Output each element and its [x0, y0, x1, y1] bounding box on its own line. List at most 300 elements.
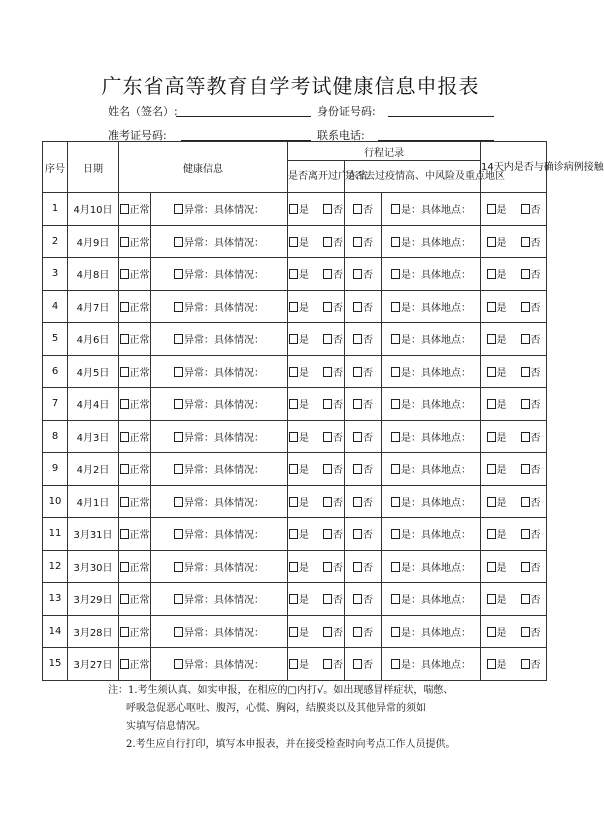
table-body — [43, 193, 547, 681]
health-abnormal-checkbox[interactable] — [174, 464, 183, 474]
risk-area-yes-checkbox[interactable] — [391, 594, 400, 604]
option-label: 是 — [496, 497, 507, 509]
left-guangdong-yes-checkbox[interactable] — [289, 529, 298, 539]
left-guangdong-no-checkbox[interactable] — [323, 497, 332, 507]
health-normal-checkbox[interactable] — [120, 627, 129, 637]
health-abnormal-cell — [151, 420, 288, 453]
option-label: 是 — [299, 660, 309, 672]
health-normal-cell — [119, 453, 151, 486]
row-seq: 14 — [43, 615, 68, 648]
row-date: 4月3日 — [68, 420, 119, 453]
option-label: 正常 — [129, 237, 150, 249]
option-label: 否 — [363, 205, 373, 217]
left-guangdong-yes-checkbox[interactable] — [289, 204, 298, 214]
contact-yes-checkbox[interactable] — [487, 464, 496, 474]
contact-no-checkbox[interactable] — [521, 367, 530, 377]
note-line-2: 呼吸急促恶心呕吐、腹泻，心慌、胸闷，结膜炎以及其他异常的须如 — [126, 703, 426, 714]
health-normal-cell — [119, 485, 151, 518]
option-label: 正常 — [129, 465, 150, 477]
option-label: 否 — [333, 497, 343, 509]
row-date: 3月28日 — [68, 615, 119, 648]
left-guangdong-yes-checkbox[interactable] — [289, 464, 298, 474]
option-label: 否 — [530, 302, 541, 314]
risk-area-yes-checkbox[interactable] — [391, 334, 400, 344]
contact-yes-checkbox[interactable] — [487, 334, 496, 344]
risk-area-no-cell — [345, 518, 382, 551]
option-label: 否 — [530, 465, 541, 477]
contact-yes-checkbox[interactable] — [487, 302, 496, 312]
health-normal-checkbox[interactable] — [120, 529, 129, 539]
risk-area-yes-checkbox[interactable] — [391, 367, 400, 377]
option-label: 正常 — [129, 627, 150, 639]
table-row — [43, 453, 547, 486]
name-field[interactable] — [176, 115, 311, 117]
risk-area-no-checkbox[interactable] — [353, 302, 362, 312]
contact-no-checkbox[interactable] — [521, 594, 530, 604]
health-normal-checkbox[interactable] — [120, 237, 129, 247]
option-label: 是：具体地点： — [401, 400, 472, 412]
left-guangdong-yes-checkbox[interactable] — [289, 562, 298, 572]
option-label: 否 — [333, 595, 343, 607]
contact-yes-checkbox[interactable] — [487, 627, 496, 637]
left-guangdong-yes-checkbox[interactable] — [289, 302, 298, 312]
left-guangdong-cell — [288, 518, 345, 551]
health-normal-checkbox[interactable] — [120, 367, 129, 377]
risk-area-yes-cell — [382, 355, 481, 388]
option-label: 否 — [333, 660, 343, 672]
risk-area-no-cell — [345, 583, 382, 616]
option-label: 否 — [333, 627, 343, 639]
table-row — [43, 485, 547, 518]
note-line-4: 2.考生应自行打印，填写本申报表，并在接受检查时向考点工作人员提供。 — [126, 739, 456, 750]
row-date: 3月30日 — [68, 550, 119, 583]
left-guangdong-cell — [288, 258, 345, 291]
health-normal-checkbox[interactable] — [120, 594, 129, 604]
risk-area-yes-checkbox[interactable] — [391, 464, 400, 474]
option-label: 正常 — [129, 595, 150, 607]
option-label: 是 — [496, 660, 507, 672]
health-abnormal-checkbox[interactable] — [174, 237, 183, 247]
health-abnormal-checkbox[interactable] — [174, 334, 183, 344]
table-row — [43, 323, 547, 356]
left-guangdong-no-checkbox[interactable] — [323, 269, 332, 279]
option-label: 否 — [530, 627, 541, 639]
health-normal-cell — [119, 290, 151, 323]
left-guangdong-yes-checkbox[interactable] — [289, 659, 298, 669]
left-guangdong-no-checkbox[interactable] — [323, 659, 332, 669]
option-label: 否 — [363, 627, 373, 639]
option-label: 是 — [496, 205, 507, 217]
risk-area-yes-checkbox[interactable] — [391, 302, 400, 312]
table-row — [43, 550, 547, 583]
option-label: 正常 — [129, 530, 150, 542]
row-date: 4月2日 — [68, 453, 119, 486]
phone-label: 联系电话: — [317, 129, 365, 142]
health-normal-checkbox[interactable] — [120, 562, 129, 572]
option-label: 否 — [530, 270, 541, 282]
option-label: 否 — [363, 530, 373, 542]
risk-area-yes-checkbox[interactable] — [391, 627, 400, 637]
option-label: 是 — [496, 335, 507, 347]
health-abnormal-cell — [151, 485, 288, 518]
contact-no-checkbox[interactable] — [521, 497, 530, 507]
contact-no-checkbox[interactable] — [521, 334, 530, 344]
note-line-1: 注：1.考生须认真、如实申报，在相应的□内打√。如出现感冒样症状，喘憋、 — [108, 685, 454, 696]
contact-cell — [481, 355, 547, 388]
contact-no-checkbox[interactable] — [521, 237, 530, 247]
contact-cell — [481, 648, 547, 681]
health-normal-checkbox[interactable] — [120, 334, 129, 344]
option-label: 正常 — [129, 432, 150, 444]
left-guangdong-no-checkbox[interactable] — [323, 204, 332, 214]
option-label: 是 — [496, 400, 507, 412]
risk-area-yes-checkbox[interactable] — [391, 204, 400, 214]
health-normal-cell — [119, 648, 151, 681]
risk-area-yes-checkbox[interactable] — [391, 659, 400, 669]
left-guangdong-cell — [288, 290, 345, 323]
risk-area-no-checkbox[interactable] — [353, 432, 362, 442]
risk-area-no-checkbox[interactable] — [353, 334, 362, 344]
contact-cell — [481, 518, 547, 551]
risk-area-no-checkbox[interactable] — [353, 497, 362, 507]
health-abnormal-checkbox[interactable] — [174, 562, 183, 572]
contact-no-checkbox[interactable] — [521, 432, 530, 442]
option-label: 是 — [496, 367, 507, 379]
option-label: 否 — [530, 205, 541, 217]
option-label: 是：具体地点： — [401, 432, 472, 444]
option-label: 是 — [496, 595, 507, 607]
contact-cell — [481, 583, 547, 616]
id-field[interactable] — [388, 115, 494, 117]
left-guangdong-yes-checkbox[interactable] — [289, 432, 298, 442]
contact-no-checkbox[interactable] — [521, 302, 530, 312]
row-date: 4月8日 — [68, 258, 119, 291]
option-label: 否 — [363, 270, 373, 282]
option-label: 异常：具体情况： — [184, 595, 264, 607]
health-abnormal-checkbox[interactable] — [174, 659, 183, 669]
left-guangdong-yes-checkbox[interactable] — [289, 399, 298, 409]
contact-cell — [481, 485, 547, 518]
risk-area-yes-checkbox[interactable] — [391, 269, 400, 279]
option-label: 是：具体地点： — [401, 595, 472, 607]
option-label: 正常 — [129, 367, 150, 379]
left-guangdong-no-checkbox[interactable] — [323, 627, 332, 637]
row-seq: 4 — [43, 290, 68, 323]
row-seq: 9 — [43, 453, 68, 486]
health-abnormal-checkbox[interactable] — [174, 594, 183, 604]
risk-area-no-checkbox[interactable] — [353, 627, 362, 637]
risk-area-no-checkbox[interactable] — [353, 594, 362, 604]
risk-area-yes-checkbox[interactable] — [391, 237, 400, 247]
risk-area-no-cell — [345, 193, 382, 226]
contact-no-checkbox[interactable] — [521, 269, 530, 279]
left-guangdong-no-checkbox[interactable] — [323, 334, 332, 344]
option-label: 是 — [299, 367, 309, 379]
risk-area-no-cell — [345, 615, 382, 648]
table-row — [43, 518, 547, 551]
left-guangdong-yes-checkbox[interactable] — [289, 237, 298, 247]
row-date: 4月7日 — [68, 290, 119, 323]
option-label: 否 — [530, 595, 541, 607]
option-label: 异常：具体情况： — [184, 237, 264, 249]
option-label: 是：具体地点： — [401, 270, 472, 282]
row-seq: 6 — [43, 355, 68, 388]
left-guangdong-yes-checkbox[interactable] — [289, 367, 298, 377]
health-normal-cell — [119, 615, 151, 648]
contact-no-checkbox[interactable] — [521, 659, 530, 669]
option-label: 否 — [333, 400, 343, 412]
option-label: 否 — [363, 400, 373, 412]
option-label: 否 — [333, 335, 343, 347]
option-label: 是 — [299, 270, 309, 282]
option-label: 正常 — [129, 270, 150, 282]
left-guangdong-yes-checkbox[interactable] — [289, 334, 298, 344]
risk-area-no-checkbox[interactable] — [353, 529, 362, 539]
left-guangdong-no-checkbox[interactable] — [323, 237, 332, 247]
left-guangdong-no-checkbox[interactable] — [323, 367, 332, 377]
header-seq: 序号 — [43, 142, 68, 193]
row-seq: 10 — [43, 485, 68, 518]
risk-area-no-cell — [345, 453, 382, 486]
option-label: 否 — [333, 432, 343, 444]
risk-area-yes-cell — [382, 485, 481, 518]
health-normal-checkbox[interactable] — [120, 399, 129, 409]
contact-no-checkbox[interactable] — [521, 204, 530, 214]
risk-area-no-checkbox[interactable] — [353, 399, 362, 409]
form-title: 广东省高等教育自学考试健康信息申报表 — [101, 74, 480, 98]
health-abnormal-checkbox[interactable] — [174, 269, 183, 279]
option-label: 异常：具体情况： — [184, 432, 264, 444]
contact-cell — [481, 290, 547, 323]
risk-area-yes-checkbox[interactable] — [391, 432, 400, 442]
health-abnormal-checkbox[interactable] — [174, 204, 183, 214]
health-abnormal-checkbox[interactable] — [174, 432, 183, 442]
risk-area-yes-cell — [382, 583, 481, 616]
row-date: 4月9日 — [68, 225, 119, 258]
ticket-label: 准考证号码: — [108, 129, 167, 142]
left-guangdong-no-checkbox[interactable] — [323, 594, 332, 604]
left-guangdong-yes-checkbox[interactable] — [289, 269, 298, 279]
option-label: 是 — [496, 237, 507, 249]
left-guangdong-cell — [288, 323, 345, 356]
row-date: 4月4日 — [68, 388, 119, 421]
health-abnormal-cell — [151, 323, 288, 356]
health-abnormal-cell — [151, 290, 288, 323]
row-date: 3月27日 — [68, 648, 119, 681]
risk-area-yes-checkbox[interactable] — [391, 497, 400, 507]
health-normal-checkbox[interactable] — [120, 464, 129, 474]
health-abnormal-checkbox[interactable] — [174, 399, 183, 409]
contact-no-checkbox[interactable] — [521, 627, 530, 637]
contact-yes-checkbox[interactable] — [487, 529, 496, 539]
left-guangdong-yes-checkbox[interactable] — [289, 497, 298, 507]
table-row — [43, 225, 547, 258]
risk-area-yes-cell — [382, 550, 481, 583]
option-label: 是 — [299, 562, 309, 574]
left-guangdong-cell — [288, 193, 345, 226]
contact-yes-checkbox[interactable] — [487, 367, 496, 377]
risk-area-yes-checkbox[interactable] — [391, 399, 400, 409]
contact-yes-checkbox[interactable] — [487, 497, 496, 507]
option-label: 否 — [333, 237, 343, 249]
contact-cell — [481, 615, 547, 648]
option-label: 异常：具体情况： — [184, 562, 264, 574]
header-health: 健康信息 — [119, 142, 288, 193]
left-guangdong-no-checkbox[interactable] — [323, 464, 332, 474]
contact-no-checkbox[interactable] — [521, 399, 530, 409]
left-guangdong-cell — [288, 485, 345, 518]
option-label: 是 — [299, 302, 309, 314]
option-label: 异常：具体情况： — [184, 465, 264, 477]
health-abnormal-checkbox[interactable] — [174, 367, 183, 377]
option-label: 否 — [530, 497, 541, 509]
left-guangdong-cell — [288, 388, 345, 421]
left-guangdong-no-checkbox[interactable] — [323, 432, 332, 442]
name-label: 姓名（签名）: — [108, 105, 178, 118]
left-guangdong-no-checkbox[interactable] — [323, 529, 332, 539]
left-guangdong-yes-checkbox[interactable] — [289, 627, 298, 637]
health-normal-checkbox[interactable] — [120, 302, 129, 312]
health-abnormal-checkbox[interactable] — [174, 302, 183, 312]
row-seq: 3 — [43, 258, 68, 291]
option-label: 否 — [333, 270, 343, 282]
health-abnormal-cell — [151, 583, 288, 616]
option-label: 是：具体地点： — [401, 660, 472, 672]
risk-area-yes-cell — [382, 388, 481, 421]
risk-area-yes-cell — [382, 258, 481, 291]
risk-area-yes-checkbox[interactable] — [391, 529, 400, 539]
contact-yes-checkbox[interactable] — [487, 594, 496, 604]
row-seq: 5 — [43, 323, 68, 356]
contact-yes-checkbox[interactable] — [487, 659, 496, 669]
contact-cell — [481, 323, 547, 356]
health-abnormal-checkbox[interactable] — [174, 497, 183, 507]
contact-yes-checkbox[interactable] — [487, 432, 496, 442]
option-label: 是 — [496, 530, 507, 542]
contact-no-checkbox[interactable] — [521, 464, 530, 474]
risk-area-no-checkbox[interactable] — [353, 237, 362, 247]
risk-area-yes-cell — [382, 290, 481, 323]
risk-area-no-cell — [345, 258, 382, 291]
option-label: 否 — [333, 562, 343, 574]
option-label: 是：具体地点： — [401, 205, 472, 217]
table-row — [43, 583, 547, 616]
health-normal-checkbox[interactable] — [120, 659, 129, 669]
health-normal-checkbox[interactable] — [120, 204, 129, 214]
health-abnormal-checkbox[interactable] — [174, 529, 183, 539]
contact-no-checkbox[interactable] — [521, 562, 530, 572]
health-abnormal-cell — [151, 550, 288, 583]
contact-yes-checkbox[interactable] — [487, 269, 496, 279]
option-label: 是：具体地点： — [401, 335, 472, 347]
contact-yes-checkbox[interactable] — [487, 399, 496, 409]
row-date: 3月31日 — [68, 518, 119, 551]
option-label: 否 — [363, 595, 373, 607]
health-normal-checkbox[interactable] — [120, 497, 129, 507]
option-label: 是 — [299, 530, 309, 542]
option-label: 正常 — [129, 335, 150, 347]
left-guangdong-yes-checkbox[interactable] — [289, 594, 298, 604]
risk-area-yes-cell — [382, 615, 481, 648]
option-label: 是 — [299, 400, 309, 412]
risk-area-no-checkbox[interactable] — [353, 269, 362, 279]
option-label: 否 — [363, 237, 373, 249]
row-seq: 11 — [43, 518, 68, 551]
health-abnormal-cell — [151, 648, 288, 681]
option-label: 正常 — [129, 205, 150, 217]
option-label: 异常：具体情况： — [184, 400, 264, 412]
risk-area-no-checkbox[interactable] — [353, 659, 362, 669]
left-guangdong-no-checkbox[interactable] — [323, 399, 332, 409]
row-date: 4月1日 — [68, 485, 119, 518]
health-abnormal-checkbox[interactable] — [174, 627, 183, 637]
option-label: 是 — [496, 302, 507, 314]
health-normal-cell — [119, 355, 151, 388]
id-label: 身份证号码: — [317, 105, 376, 118]
risk-area-no-checkbox[interactable] — [353, 367, 362, 377]
option-label: 是 — [496, 627, 507, 639]
left-guangdong-cell — [288, 648, 345, 681]
left-guangdong-no-checkbox[interactable] — [323, 302, 332, 312]
risk-area-no-cell — [345, 485, 382, 518]
risk-area-no-checkbox[interactable] — [353, 464, 362, 474]
contact-yes-checkbox[interactable] — [487, 204, 496, 214]
risk-area-no-checkbox[interactable] — [353, 562, 362, 572]
contact-cell — [481, 420, 547, 453]
option-label: 是 — [299, 335, 309, 347]
health-normal-checkbox[interactable] — [120, 269, 129, 279]
health-normal-checkbox[interactable] — [120, 432, 129, 442]
table-row — [43, 420, 547, 453]
option-label: 异常：具体情况： — [184, 530, 264, 542]
option-label: 是 — [496, 465, 507, 477]
option-label: 否 — [363, 367, 373, 379]
risk-area-no-cell — [345, 550, 382, 583]
risk-area-yes-checkbox[interactable] — [391, 562, 400, 572]
option-label: 是：具体地点： — [401, 627, 472, 639]
option-label: 异常：具体情况： — [184, 302, 264, 314]
health-abnormal-cell — [151, 388, 288, 421]
left-guangdong-no-checkbox[interactable] — [323, 562, 332, 572]
row-seq: 7 — [43, 388, 68, 421]
contact-no-checkbox[interactable] — [521, 529, 530, 539]
option-label: 否 — [333, 302, 343, 314]
option-label: 异常：具体情况： — [184, 367, 264, 379]
option-label: 是：具体地点： — [401, 237, 472, 249]
risk-area-no-cell — [345, 323, 382, 356]
row-date: 4月5日 — [68, 355, 119, 388]
risk-area-no-cell — [345, 355, 382, 388]
row-seq: 15 — [43, 648, 68, 681]
risk-area-yes-cell — [382, 323, 481, 356]
health-declaration-table — [42, 141, 604, 681]
option-label: 是 — [299, 497, 309, 509]
table-row — [43, 290, 547, 323]
contact-yes-checkbox[interactable] — [487, 562, 496, 572]
option-label: 是 — [299, 595, 309, 607]
option-label: 是 — [299, 627, 309, 639]
health-normal-cell — [119, 420, 151, 453]
contact-yes-checkbox[interactable] — [487, 237, 496, 247]
health-abnormal-cell — [151, 225, 288, 258]
health-normal-cell — [119, 323, 151, 356]
option-label: 否 — [530, 335, 541, 347]
option-label: 否 — [530, 562, 541, 574]
option-label: 否 — [363, 465, 373, 477]
option-label: 是 — [496, 562, 507, 574]
option-label: 是：具体地点： — [401, 530, 472, 542]
risk-area-no-checkbox[interactable] — [353, 204, 362, 214]
